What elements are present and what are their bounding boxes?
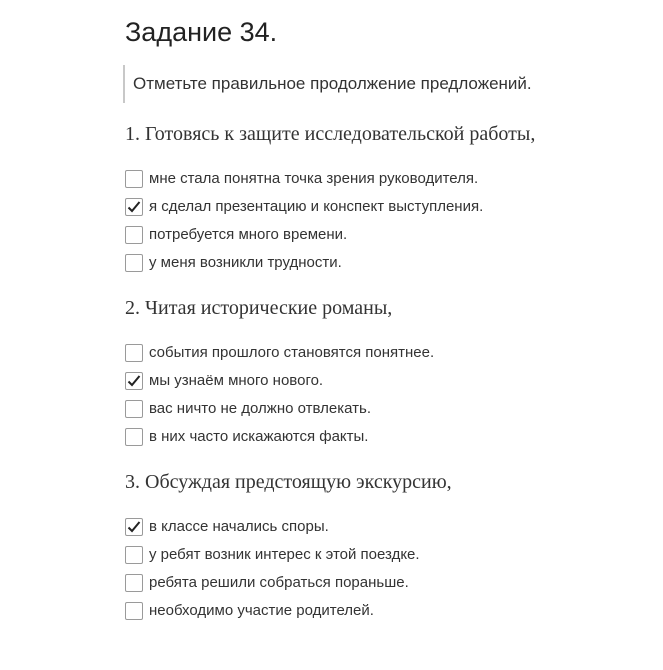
options-list	[125, 165, 645, 277]
checkbox[interactable]	[125, 518, 143, 536]
option-2-4[interactable]	[125, 423, 645, 451]
option-label: потребуется много времени.	[149, 226, 348, 243]
checkbox[interactable]	[125, 428, 143, 446]
option-3-1[interactable]	[125, 513, 645, 541]
option-label: события прошлого становятся понятнее.	[149, 344, 435, 361]
question-1	[125, 120, 645, 277]
option-label: в классе начались споры.	[149, 518, 329, 535]
checkmark-icon	[126, 199, 142, 215]
option-label: мне стала понятна точка зрения руководителя.	[149, 170, 479, 187]
option-label: в них часто искажаются факты.	[149, 428, 369, 445]
checkbox[interactable]	[125, 602, 143, 620]
option-label: у ребят возник интерес к этой поездке.	[149, 546, 420, 563]
checkbox[interactable]	[125, 198, 143, 216]
checkmark-icon	[126, 373, 142, 389]
question-title: 2. Читая исторические романы,	[125, 297, 393, 319]
checkmark-icon	[126, 519, 142, 535]
page-title: Задание 34.	[125, 17, 278, 47]
option-1-4[interactable]	[125, 249, 645, 277]
task-instruction: Отметьте правильное продолжение предложений.	[123, 65, 532, 103]
option-3-2[interactable]	[125, 541, 645, 569]
question-title: 3. Обсуждая предстоящую экскурсию,	[125, 471, 452, 493]
option-3-4[interactable]	[125, 597, 645, 625]
question-3	[125, 468, 645, 625]
option-label: у меня возникли трудности.	[149, 254, 342, 271]
options-list	[125, 513, 645, 625]
checkbox[interactable]	[125, 170, 143, 188]
checkbox[interactable]	[125, 546, 143, 564]
question-title: 1. Готовясь к защите исследовательской работы,	[125, 123, 536, 145]
option-2-2[interactable]	[125, 367, 645, 395]
question-2	[125, 294, 645, 451]
option-label: мы узнаём много нового.	[149, 372, 324, 389]
option-2-1[interactable]	[125, 339, 645, 367]
option-3-3[interactable]	[125, 569, 645, 597]
option-label: ребята решили собраться пораньше.	[149, 574, 409, 591]
option-1-3[interactable]	[125, 221, 645, 249]
checkbox[interactable]	[125, 344, 143, 362]
option-2-3[interactable]	[125, 395, 645, 423]
checkbox[interactable]	[125, 400, 143, 418]
option-1-2[interactable]	[125, 193, 645, 221]
checkbox[interactable]	[125, 254, 143, 272]
checkbox[interactable]	[125, 226, 143, 244]
options-list	[125, 339, 645, 451]
checkbox[interactable]	[125, 372, 143, 390]
option-1-1[interactable]	[125, 165, 645, 193]
option-label: я сделал презентацию и конспект выступления.	[149, 198, 484, 215]
checkbox[interactable]	[125, 574, 143, 592]
option-label: вас ничто не должно отвлекать.	[149, 400, 371, 417]
option-label: необходимо участие родителей.	[149, 602, 374, 619]
